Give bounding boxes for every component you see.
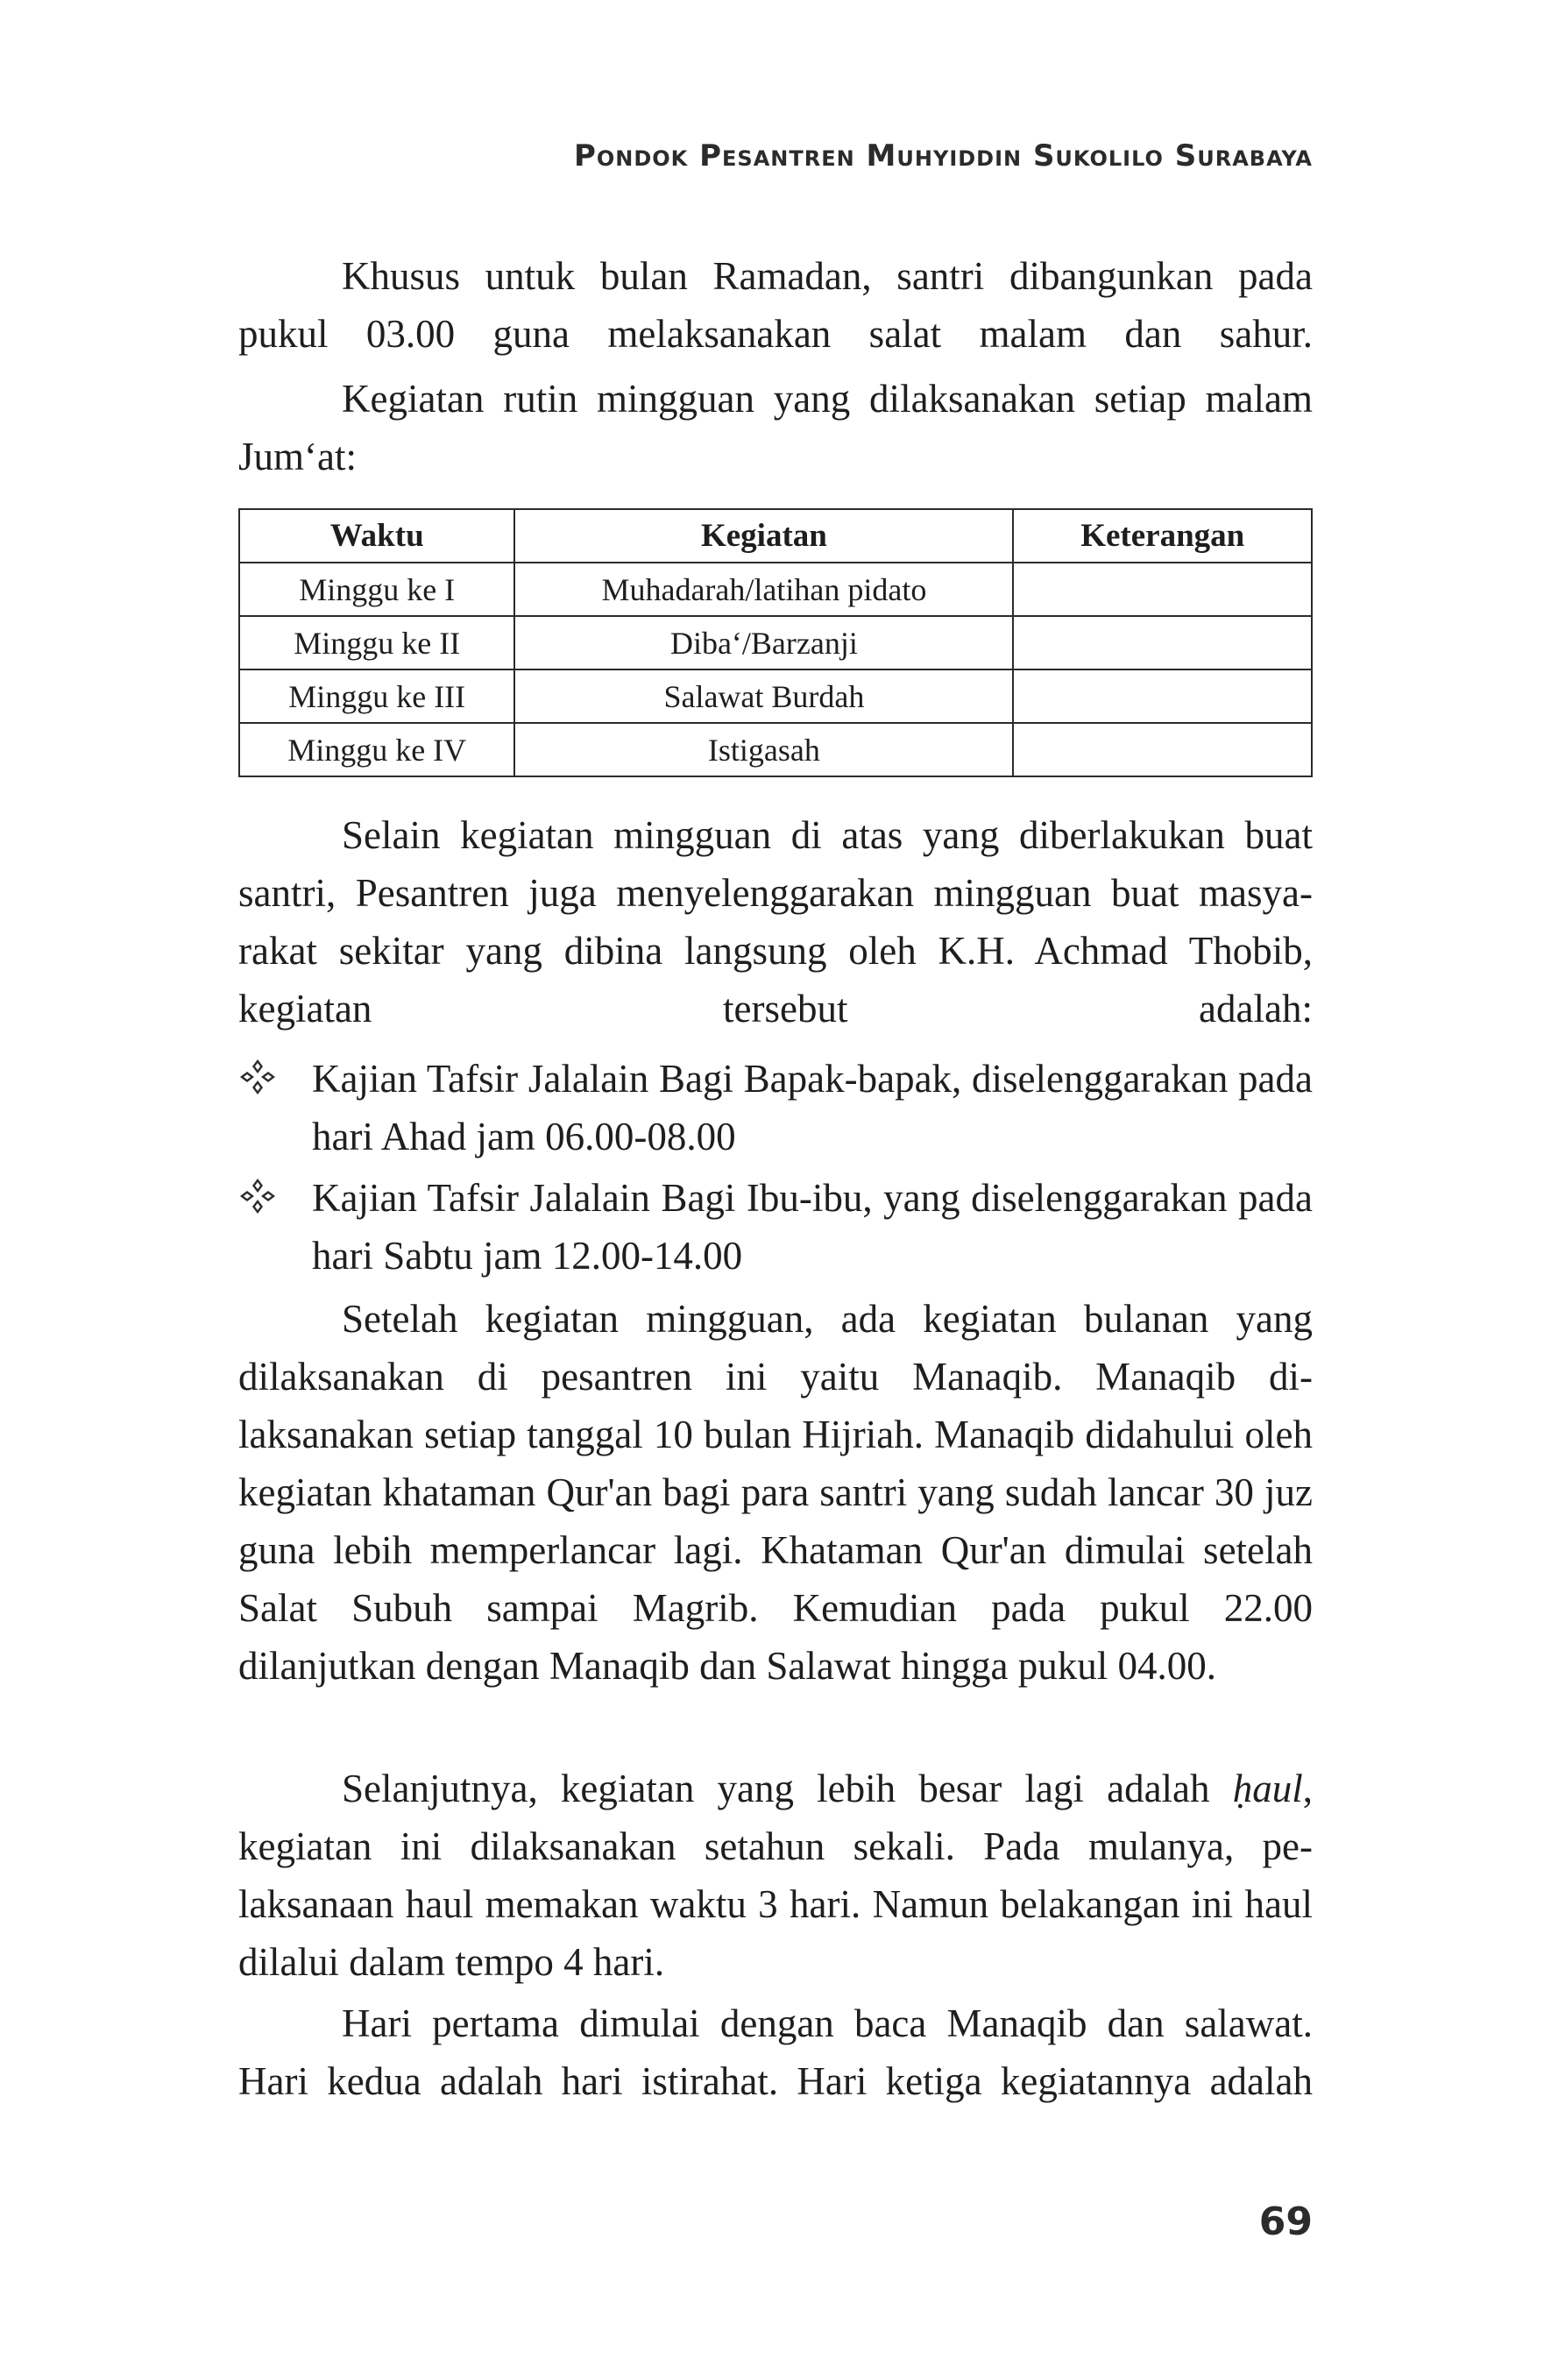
paragraph-haul — [238, 1760, 1313, 1991]
paragraph-weekly-intro: Kegiatan rutin mingguan yang dilaksanakan setiap malam Jum‘at: — [238, 377, 1313, 478]
running-header: Pondok Pesantren Muhyiddin Sukolilo Surabaya — [573, 138, 1313, 174]
column-header-waktu: Waktu — [239, 509, 514, 563]
list-item — [238, 1050, 1313, 1165]
table-row — [239, 669, 1312, 723]
list-item — [238, 1169, 1313, 1285]
paragraph-monthly: Setelah kegiatan mingguan, ada kegiatan bulanan yang dilaksanakan di pesantren ini yaitu Manaqib. Manaqib di-laksanakan setiap tanggal 10 bulan Hijriah. Manaqib didahului oleh kegiatan khataman Qur'an bagi para santri yang sudah lancar 30 juz guna lebih memperlancar lagi. Khataman Qur'an dimulai setelah Salat Subuh sampai Magrib. Kemudian pada pukul 22.00 dilanjutkan dengan Manaqib dan Salawat hingga pukul 04.00. — [238, 1297, 1313, 1688]
table-row — [239, 723, 1312, 776]
table-header-row — [239, 509, 1312, 563]
cell-waktu: Minggu ke IV — [239, 723, 514, 776]
haul-text-before: Selanjutnya, kegiatan yang lebih besar lagi adalah — [342, 1767, 1233, 1810]
cell-keterangan — [1013, 563, 1312, 616]
cell-kegiatan: Istigasah — [514, 723, 1013, 776]
cell-keterangan — [1013, 616, 1312, 669]
weekly-schedule-table — [238, 508, 1313, 777]
column-header-kegiatan: Kegiatan — [514, 509, 1013, 563]
cell-keterangan — [1013, 723, 1312, 776]
haul-text-after: , kegiatan ini dilaksanakan setahun sekali. Pada mulanya, pe-laksanaan haul memakan waktu 3 hari. Namun belakangan ini haul dilalui dalam tempo 4 hari. — [238, 1767, 1313, 1984]
table-row — [239, 616, 1312, 669]
haul-term: ḥaul — [1232, 1767, 1303, 1810]
column-header-keterangan: Keterangan — [1013, 509, 1312, 563]
paragraph-ramadan: Khusus untuk bulan Ramadan, santri dibangunkan pada pukul 03.00 guna melaksanakan salat malam dan sahur. — [238, 254, 1313, 356]
four-diamond-icon — [238, 1177, 277, 1215]
bullet-list — [238, 1050, 1313, 1288]
cell-waktu: Minggu ke II — [239, 616, 514, 669]
cell-waktu: Minggu ke III — [239, 669, 514, 723]
cell-kegiatan: Muhadarah/latihan pidato — [514, 563, 1013, 616]
paragraph-community: Selain kegiatan mingguan di atas yang diberlakukan buat santri, Pesantren juga menyelenggarakan mingguan buat masya-rakat sekitar yang dibina langsung oleh K.H. Achmad Thobib, kegiatan tersebut adalah: — [238, 813, 1313, 1031]
cell-kegiatan: Diba‘/Barzanji — [514, 616, 1013, 669]
bullet-text: Kajian Tafsir Jalalain Bagi Bapak-bapak, diselenggarakan pada hari Ahad jam 06.00-08.00 — [312, 1057, 1313, 1158]
cell-waktu: Minggu ke I — [239, 563, 514, 616]
page-number: 69 — [1258, 2199, 1313, 2244]
table-row — [239, 563, 1312, 616]
cell-kegiatan: Salawat Burdah — [514, 669, 1013, 723]
bullet-text: Kajian Tafsir Jalalain Bagi Ibu-ibu, yang diselenggarakan pada hari Sabtu jam 12.00-14.00 — [312, 1176, 1313, 1278]
four-diamond-icon — [238, 1058, 277, 1096]
cell-keterangan — [1013, 669, 1312, 723]
paragraph-days: Hari pertama dimulai dengan baca Manaqib dan salawat. Hari kedua adalah hari istirahat. Hari ketiga kegiatannya adalah — [238, 2001, 1313, 2103]
